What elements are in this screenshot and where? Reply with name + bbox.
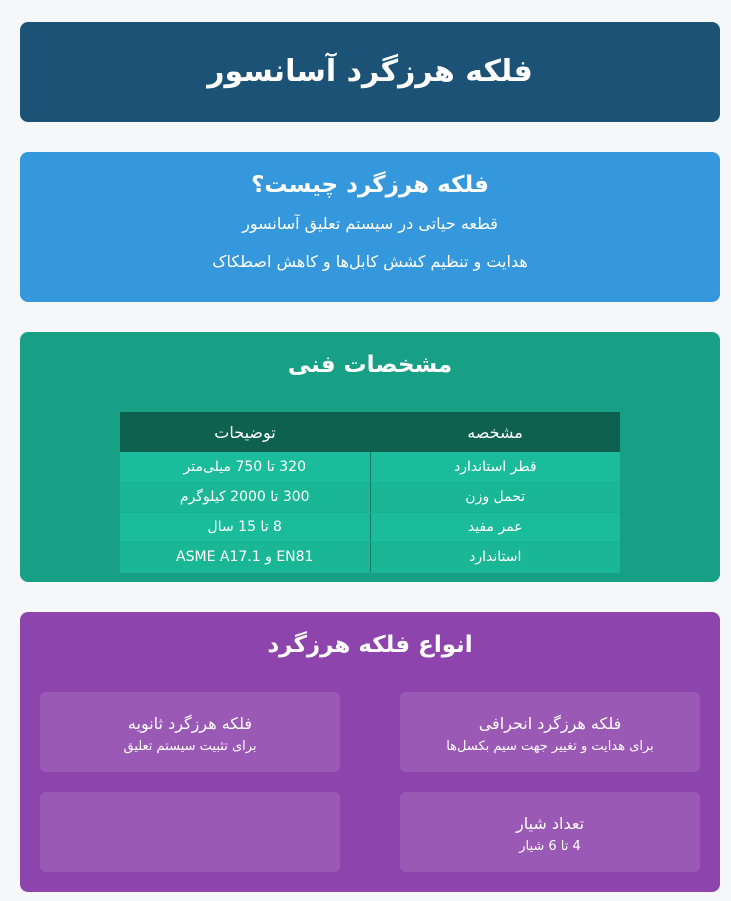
type-card-description: 4 تا 6 شیار bbox=[519, 839, 581, 854]
page-title: فلکه هرزگرد آسانسور bbox=[207, 54, 533, 89]
table-row bbox=[120, 512, 620, 542]
what-is-line-1: قطعه حیاتی در سیستم تعلیق آسانسور bbox=[242, 214, 498, 233]
table-row bbox=[120, 482, 620, 512]
type-card-title: فلکه هرزگرد ثانویه bbox=[127, 714, 253, 733]
what-is-heading: فلکه هرزگرد چیست؟ bbox=[251, 172, 489, 198]
table-row bbox=[120, 452, 620, 482]
types-heading: انواع فلکه هرزگرد bbox=[267, 632, 473, 658]
spec-value: 8 تا 15 سال bbox=[120, 512, 370, 542]
spec-value: 300 تا 2000 کیلوگرم bbox=[120, 482, 370, 512]
what-is-line-2: هدایت و تنظیم کشش کابل‌ها و کاهش اصطکاک bbox=[212, 252, 528, 271]
spec-value: EN81 و ASME A17.1 bbox=[120, 542, 370, 572]
header-banner bbox=[20, 22, 720, 122]
table-row bbox=[120, 542, 620, 572]
spec-name: قطر استاندارد bbox=[370, 452, 620, 482]
column-header-description: توضیحات bbox=[120, 412, 370, 452]
specs-table bbox=[120, 412, 620, 573]
type-card-deflector bbox=[400, 692, 700, 772]
spec-value: 320 تا 750 میلی‌متر bbox=[120, 452, 370, 482]
type-card-description: برای هدایت و تغییر جهت سیم بکسل‌ها bbox=[446, 739, 654, 754]
spec-name: عمر مفید bbox=[370, 512, 620, 542]
spec-name: تحمل وزن bbox=[370, 482, 620, 512]
specs-header-row bbox=[120, 412, 620, 452]
specs-section bbox=[20, 332, 720, 582]
type-card-empty bbox=[40, 792, 340, 872]
specs-heading: مشخصات فنی bbox=[287, 352, 453, 378]
spec-name: استاندارد bbox=[370, 542, 620, 572]
type-card-title: فلکه هرزگرد انحرافی bbox=[478, 714, 622, 733]
type-card-grooves bbox=[400, 792, 700, 872]
column-header-feature: مشخصه bbox=[370, 412, 620, 452]
type-card-description: برای تثبیت سیستم تعلیق bbox=[123, 739, 257, 754]
type-card-secondary bbox=[40, 692, 340, 772]
what-is-section bbox=[20, 152, 720, 302]
type-card-title: تعداد شیار bbox=[515, 814, 585, 833]
types-section bbox=[20, 612, 720, 892]
